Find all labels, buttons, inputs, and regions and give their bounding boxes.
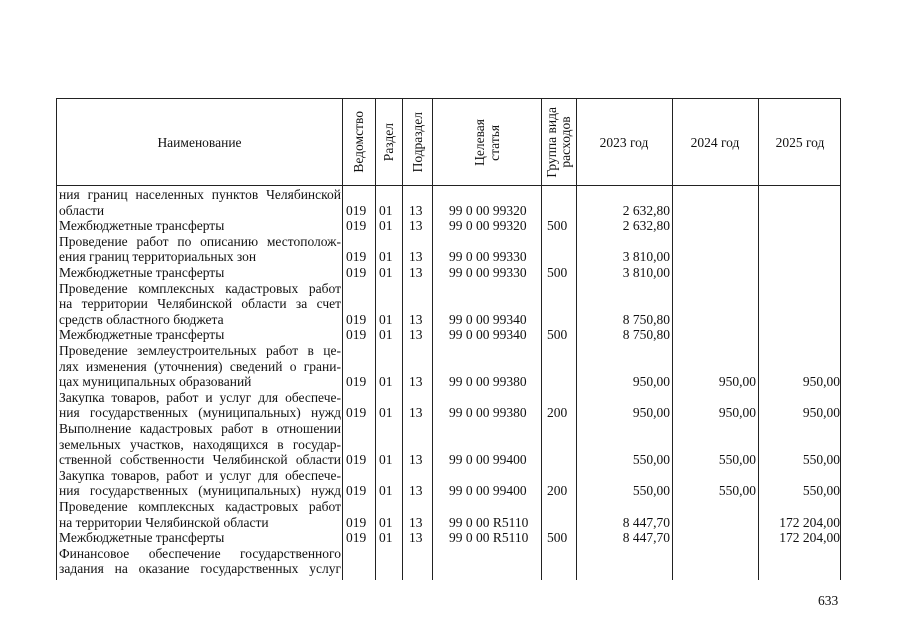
row-podrazdel: 13 xyxy=(409,327,423,343)
row-vedomstvo: 019 xyxy=(346,311,367,327)
row-vedomstvo: 019 xyxy=(346,265,367,280)
row-gruppa: 500 xyxy=(547,265,568,280)
row-name: Закупка товаров, работ и услуг для обеспече- xyxy=(59,389,341,405)
row-name: на территории Челябинской области xyxy=(59,514,269,530)
row-value-2023: 3 810,00 xyxy=(622,249,670,265)
row-name: земельных участков, находящихся в государ- xyxy=(59,436,341,452)
row-razdel: 01 xyxy=(379,202,393,218)
row-name: Закупка товаров, работ и услуг для обеспече- xyxy=(59,467,341,483)
row-value-2023: 8 447,70 xyxy=(622,530,670,546)
header-divider xyxy=(57,185,840,186)
row-name: Проведение работ по описанию местополож- xyxy=(59,233,341,249)
row-vedomstvo: 019 xyxy=(346,202,367,218)
header-2024: 2024 год xyxy=(690,134,740,150)
row-gruppa: 200 xyxy=(547,405,568,421)
row-value-2025: 172 204,00 xyxy=(779,514,840,530)
row-celevaya-statya: 99 0 00 99400 xyxy=(449,483,527,499)
header-podrazdel: Подраздел xyxy=(409,111,425,173)
row-vedomstvo: 019 xyxy=(346,327,367,343)
row-celevaya-statya: 99 0 00 99330 xyxy=(449,249,527,265)
row-value-2023: 550,00 xyxy=(632,452,670,468)
row-gruppa: 500 xyxy=(547,218,568,234)
row-value-2024: 550,00 xyxy=(718,452,756,468)
row-celevaya-statya: 99 0 00 99330 xyxy=(449,265,527,280)
page-number: 633 xyxy=(818,593,839,608)
row-celevaya-statya: 99 0 00 99320 xyxy=(449,202,527,218)
row-vedomstvo: 019 xyxy=(346,374,367,390)
row-razdel: 01 xyxy=(379,374,393,390)
row-vedomstvo: 019 xyxy=(346,452,367,468)
row-value-2025: 550,00 xyxy=(802,483,840,499)
row-name: Межбюджетные трансферты xyxy=(59,530,225,546)
row-name: Проведение комплексных кадастровых работ xyxy=(59,280,341,296)
row-celevaya-statya: 99 0 00 99380 xyxy=(449,374,527,390)
row-value-2023: 2 632,80 xyxy=(622,218,670,234)
row-name: области xyxy=(59,202,105,218)
row-name: средств областного бюджета xyxy=(59,311,224,327)
row-value-2023: 950,00 xyxy=(632,405,670,421)
header-razdel: Раздел xyxy=(381,122,396,162)
row-podrazdel: 13 xyxy=(409,218,423,234)
row-podrazdel: 13 xyxy=(409,483,423,499)
row-vedomstvo: 019 xyxy=(346,514,367,530)
row-podrazdel: 13 xyxy=(409,311,423,327)
row-vedomstvo: 019 xyxy=(346,483,367,499)
row-razdel: 01 xyxy=(379,514,393,530)
row-celevaya-statya: 99 0 00 R5110 xyxy=(449,514,529,530)
row-razdel: 01 xyxy=(379,530,393,546)
row-celevaya-statya: 99 0 00 R5110 xyxy=(449,530,529,546)
header-name: Наименование xyxy=(157,134,242,150)
row-value-2025: 172 204,00 xyxy=(779,530,840,546)
row-value-2023: 8 750,80 xyxy=(622,327,670,343)
row-podrazdel: 13 xyxy=(409,530,423,546)
row-razdel: 01 xyxy=(379,218,393,234)
row-name: ственной собственности Челябинской области xyxy=(59,452,341,468)
budget-table xyxy=(56,98,841,580)
row-value-2023: 550,00 xyxy=(632,483,670,499)
row-name: Проведение землеустроительных работ в це- xyxy=(59,343,341,358)
row-value-2023: 8 447,70 xyxy=(622,514,670,530)
row-name: Проведение комплексных кадастровых работ xyxy=(59,499,341,514)
row-name: Выполнение кадастровых работ в отношении xyxy=(59,421,341,436)
row-name: Межбюджетные трансферты xyxy=(59,218,225,234)
row-celevaya-statya: 99 0 00 99380 xyxy=(449,405,527,421)
row-podrazdel: 13 xyxy=(409,514,423,530)
row-razdel: 01 xyxy=(379,483,393,499)
row-value-2024: 950,00 xyxy=(718,405,756,421)
header-gruppa-vida-rashodov: Группа вида расходов xyxy=(543,106,573,178)
row-razdel: 01 xyxy=(379,311,393,327)
row-value-2024: 550,00 xyxy=(718,483,756,499)
row-podrazdel: 13 xyxy=(409,202,423,218)
row-celevaya-statya: 99 0 00 99400 xyxy=(449,452,527,468)
row-value-2025: 950,00 xyxy=(802,405,840,421)
header-celevaya-statya: Целевая статья xyxy=(471,118,502,166)
row-name: ния государственных (муниципальных) нужд xyxy=(59,405,341,421)
row-name: Межбюджетные трансферты xyxy=(59,265,225,280)
row-name: ния границ населенных пунктов Челябинской xyxy=(59,187,341,202)
row-name: Финансовое обеспечение государственного xyxy=(59,545,341,561)
row-razdel: 01 xyxy=(379,249,393,265)
row-name: ения границ территориальных зон xyxy=(59,249,257,265)
row-gruppa: 500 xyxy=(547,327,568,343)
row-name: лях изменения (уточнения) сведений о грани- xyxy=(59,358,341,374)
row-vedomstvo: 019 xyxy=(346,530,367,546)
row-razdel: 01 xyxy=(379,405,393,421)
header-2023: 2023 год xyxy=(599,134,649,150)
row-vedomstvo: 019 xyxy=(346,405,367,421)
row-name: задания на оказание государственных услуг xyxy=(59,561,341,577)
row-celevaya-statya: 99 0 00 99320 xyxy=(449,218,527,234)
row-vedomstvo: 019 xyxy=(346,249,367,265)
row-name: ния государственных (муниципальных) нужд xyxy=(59,483,341,499)
header-2025: 2025 год xyxy=(775,134,825,150)
row-podrazdel: 13 xyxy=(409,249,423,265)
row-razdel: 01 xyxy=(379,452,393,468)
row-gruppa: 500 xyxy=(547,530,568,546)
row-podrazdel: 13 xyxy=(409,265,423,280)
row-value-2025: 950,00 xyxy=(802,374,840,390)
row-value-2023: 2 632,80 xyxy=(622,202,670,218)
row-value-2024: 950,00 xyxy=(718,374,756,390)
row-podrazdel: 13 xyxy=(409,405,423,421)
row-value-2023: 3 810,00 xyxy=(622,265,670,280)
row-name: на территории Челябинской области за счет xyxy=(59,296,341,312)
row-razdel: 01 xyxy=(379,327,393,343)
row-value-2023: 950,00 xyxy=(632,374,670,390)
row-celevaya-statya: 99 0 00 99340 xyxy=(449,327,527,343)
row-name: цах муниципальных образований xyxy=(59,374,252,390)
row-podrazdel: 13 xyxy=(409,374,423,390)
header-vedomstvo: Ведомство xyxy=(351,111,366,173)
row-gruppa: 200 xyxy=(547,483,568,499)
row-razdel: 01 xyxy=(379,265,393,280)
row-podrazdel: 13 xyxy=(409,452,423,468)
row-value-2023: 8 750,80 xyxy=(622,311,670,327)
row-celevaya-statya: 99 0 00 99340 xyxy=(449,311,527,327)
row-value-2025: 550,00 xyxy=(802,452,840,468)
row-vedomstvo: 019 xyxy=(346,218,367,234)
row-name: Межбюджетные трансферты xyxy=(59,327,225,343)
